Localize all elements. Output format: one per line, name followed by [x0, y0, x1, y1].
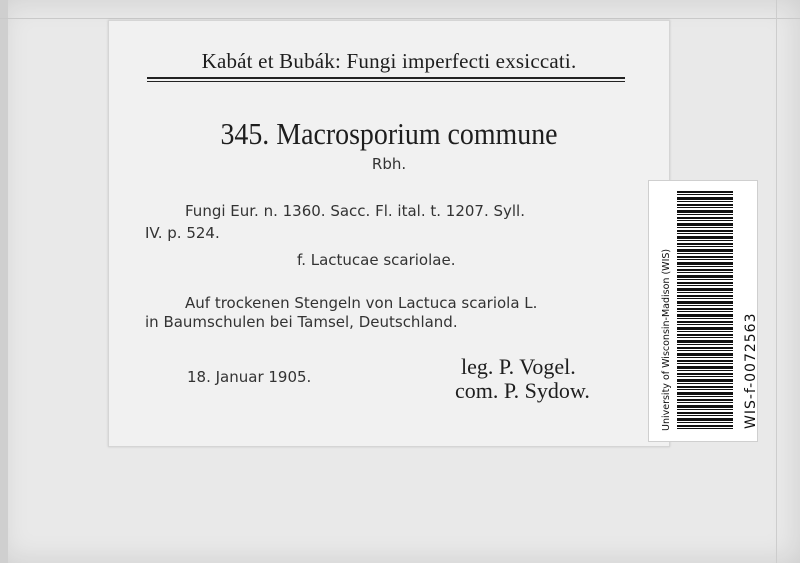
- catalog-number: WIS-f-0072563: [743, 312, 759, 429]
- series-header: Kabát et Bubák: Fungi imperfecti exsiccati.: [201, 49, 577, 73]
- forma-line: f. Lactucae scariolae.: [297, 251, 456, 269]
- specimen-label: [108, 20, 670, 447]
- locality-line-1: Auf trockenen Stengeln von Lactuca scariola L.: [185, 294, 538, 312]
- communicator-line: com. P. Sydow.: [455, 378, 590, 403]
- collection-date: 18. Januar 1905.: [187, 368, 312, 386]
- specimen-title: 345. Macrosporium commune: [220, 116, 558, 151]
- locality-line-2: in Baumschulen bei Tamsel, Deutschland.: [145, 313, 458, 331]
- header-rule: [147, 77, 625, 79]
- reference-line-1: Fungi Eur. n. 1360. Sacc. Fl. ital. t. 1207. Syll.: [185, 202, 525, 220]
- barcode-label: [648, 180, 758, 442]
- sheet-edge: [0, 0, 8, 563]
- sheet-fold-line: [0, 18, 800, 19]
- sheet-fold-line-vertical: [776, 0, 777, 563]
- institution-text: University of Wisconsin-Madison (WIS): [661, 248, 672, 431]
- collector-line: leg. P. Vogel.: [461, 354, 576, 379]
- species-authority: Rbh.: [371, 155, 407, 173]
- reference-line-2: IV. p. 524.: [145, 224, 220, 242]
- header-rule-thin: [147, 81, 625, 82]
- barcode: [677, 191, 733, 431]
